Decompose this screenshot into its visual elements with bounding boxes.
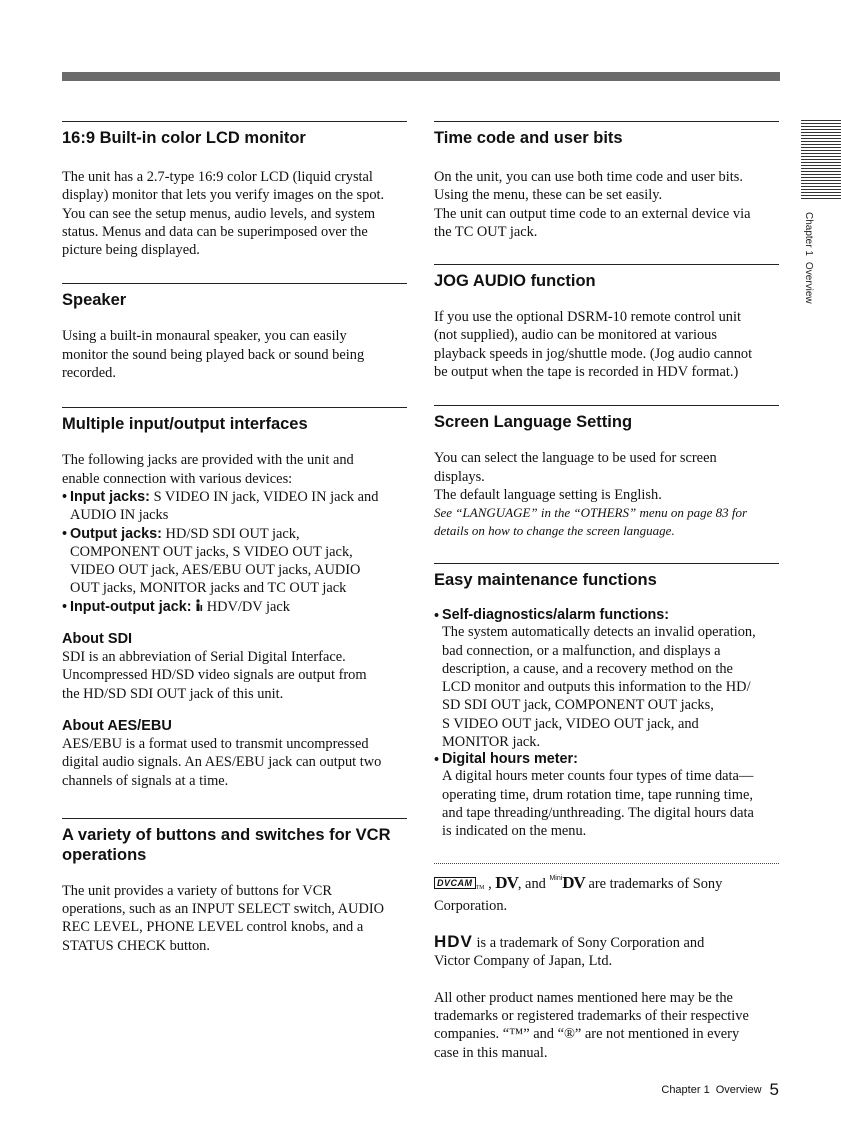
section-body: The following jacks are provided with the unit and enable connection with various devices: • Input jacks: S VIDEO IN jack, VIDEO IN jack and AUDIO IN jacks • Output jacks: HD/SD SDI OUT jack, COMPONENT OUT jacks, S VIDEO OUT jack, VIDEO OUT jack, AES/EBU OUT jacks, AUDIO OUT jacks, MONITOR jacks and TC OUT jack • Input-output jack: HDV/DV jack About SDI SDI is an abbreviation of Serial Digital Interface. Uncompressed HD/SD video signals are output from the HD/SD SDI OUT jack of this unit. About AES/EBU AES/EBU is a format used to transmit uncompressed digital audio signals. An AES/EBU jack can output two channels of signals at a time. xyxy=(62,451,407,789)
footer-chapter: Chapter 1 xyxy=(661,1084,710,1096)
list-item: • Output jacks: HD/SD SDI OUT jack, COMPONENT OUT jacks, S VIDEO OUT jack, VIDEO OUT jack, AES/EBU OUT jacks, AUDIO OUT jacks, MONITOR jacks and TC OUT jack xyxy=(62,525,407,598)
subheading-about-aes-ebu: About AES/EBU xyxy=(62,717,172,734)
section-body: The unit provides a variety of buttons for VCR operations, such as an INPUT SELECT switch, AUDIO REC LEVEL, PHONE LEVEL control knobs, and a STATUS CHECK button. xyxy=(62,882,385,954)
chapter-side-tab xyxy=(801,120,841,320)
section-body: On the unit, you can use both time code and user bits. Using the menu, these can be set easily. The unit can output time code to an external device via the TC OUT jack. xyxy=(434,169,751,240)
footer-title: Overview xyxy=(715,1084,762,1096)
page-footer xyxy=(661,1080,779,1100)
subheading-about-sdi: About SDI xyxy=(62,631,133,648)
section-buttons-switches xyxy=(62,818,407,955)
section-maintenance xyxy=(434,563,779,840)
list-item: • Digital hours meter: A digital hours meter counts four types of time data— operating time, drum rotation time, tape running time, and tape threading/unthreading. The digital hours data is indicated on the menu. xyxy=(434,751,779,840)
other-trademarks: All other product names mentioned here may be the trademarks or registered trademarks of their respective companies. “™” and “®” are not mentioned in every case in this manual. xyxy=(434,989,749,1061)
top-rule xyxy=(62,72,780,81)
left-column xyxy=(62,121,407,955)
section-body: You can select the language to be used for screen displays. The default language setting is English. See “LANGUAGE” in the “OTHERS” menu on page 83 for details on how to change the screen language. xyxy=(434,449,779,539)
trademark-notes: DVCAM TM , DV, and $^{Mini}$DV are trademarks of Sony Corporation. HDV is a trademark of Sony Corporation and Victor Company of Japan, Ltd. All other product names mentioned here may be the trademarks or registered trademarks of their respective companies. “™” and “®” are not mentioned in every case in this manual. xyxy=(434,863,779,1062)
cross-reference: details on how to change the screen language. xyxy=(434,522,675,538)
section-body: The unit has a 2.7-type 16:9 color LCD (liquid crystal display) monitor that lets you verify images on the spot. You can see the setup menus, audio levels, and system status. Menus and data can be superimposed over the picture being displayed. xyxy=(62,169,385,259)
section-screen-language xyxy=(434,405,779,539)
section-heading: A variety of buttons and switches for VCR operations xyxy=(62,825,391,864)
list-item: • Input-output jack: HDV/DV jack xyxy=(62,598,407,616)
section-heading: Speaker xyxy=(62,291,127,310)
section-heading: JOG AUDIO function xyxy=(434,272,596,291)
section-time-code xyxy=(434,121,779,241)
sony-trademark-line: DVCAM TM , DV, and $^{Mini}$DV are trademarks of Sony xyxy=(434,870,779,897)
hdv-logo: HDV xyxy=(434,932,473,952)
list-item: • Input jacks: S VIDEO IN jack, VIDEO IN jack and AUDIO IN jacks xyxy=(62,488,407,525)
cross-reference: See “LANGUAGE” in the “OTHERS” menu on page 83 for xyxy=(434,505,748,521)
list-item: • Self-diagnostics/alarm functions: The system automatically detects an invalid operation, bad connection, or a malfunction, and displays a description, a cause, and a recovery method on the LCD monitor and outputs this information to the HD/ SD SDI OUT jack, COMPONENT OUT jacks, S VIDEO OUT jack, VIDEO OUT jack, and MONITOR jack. xyxy=(434,607,779,751)
section-io-interfaces xyxy=(62,407,407,789)
jack-list xyxy=(62,488,407,616)
minidv-logo: DV xyxy=(562,872,585,892)
side-tab-label: Chapter 1Overview xyxy=(803,212,814,304)
section-body xyxy=(434,607,779,840)
section-heading: Time code and user bits xyxy=(434,129,623,147)
section-lcd-monitor xyxy=(62,121,407,259)
ilink-icon xyxy=(195,599,203,615)
section-heading: Screen Language Setting xyxy=(434,413,633,432)
section-jog-audio xyxy=(434,264,779,381)
hdv-trademark-line: HDV is a trademark of Sony Corporation and xyxy=(434,932,705,952)
page-number: 5 xyxy=(769,1080,779,1099)
section-body: If you use the optional DSRM-10 remote control unit (not supplied), audio can be monitored at various playback speeds in jog/shuttle mode. (Jog audio cannot be output when the tape is recorded in HDV format.) xyxy=(434,309,753,381)
section-heading: 16:9 Built-in color LCD monitor xyxy=(62,129,306,147)
dvcam-logo: DVCAM xyxy=(434,877,476,889)
dv-logo: DV xyxy=(495,872,518,892)
tab-stripes xyxy=(801,120,841,200)
section-body: Using a built-in monaural speaker, you can easily monitor the sound being played back or sound being recorded. xyxy=(62,328,365,382)
right-column xyxy=(434,121,779,1062)
section-heading: Easy maintenance functions xyxy=(434,571,657,590)
section-heading: Multiple input/output interfaces xyxy=(62,415,308,434)
section-speaker xyxy=(62,283,407,382)
